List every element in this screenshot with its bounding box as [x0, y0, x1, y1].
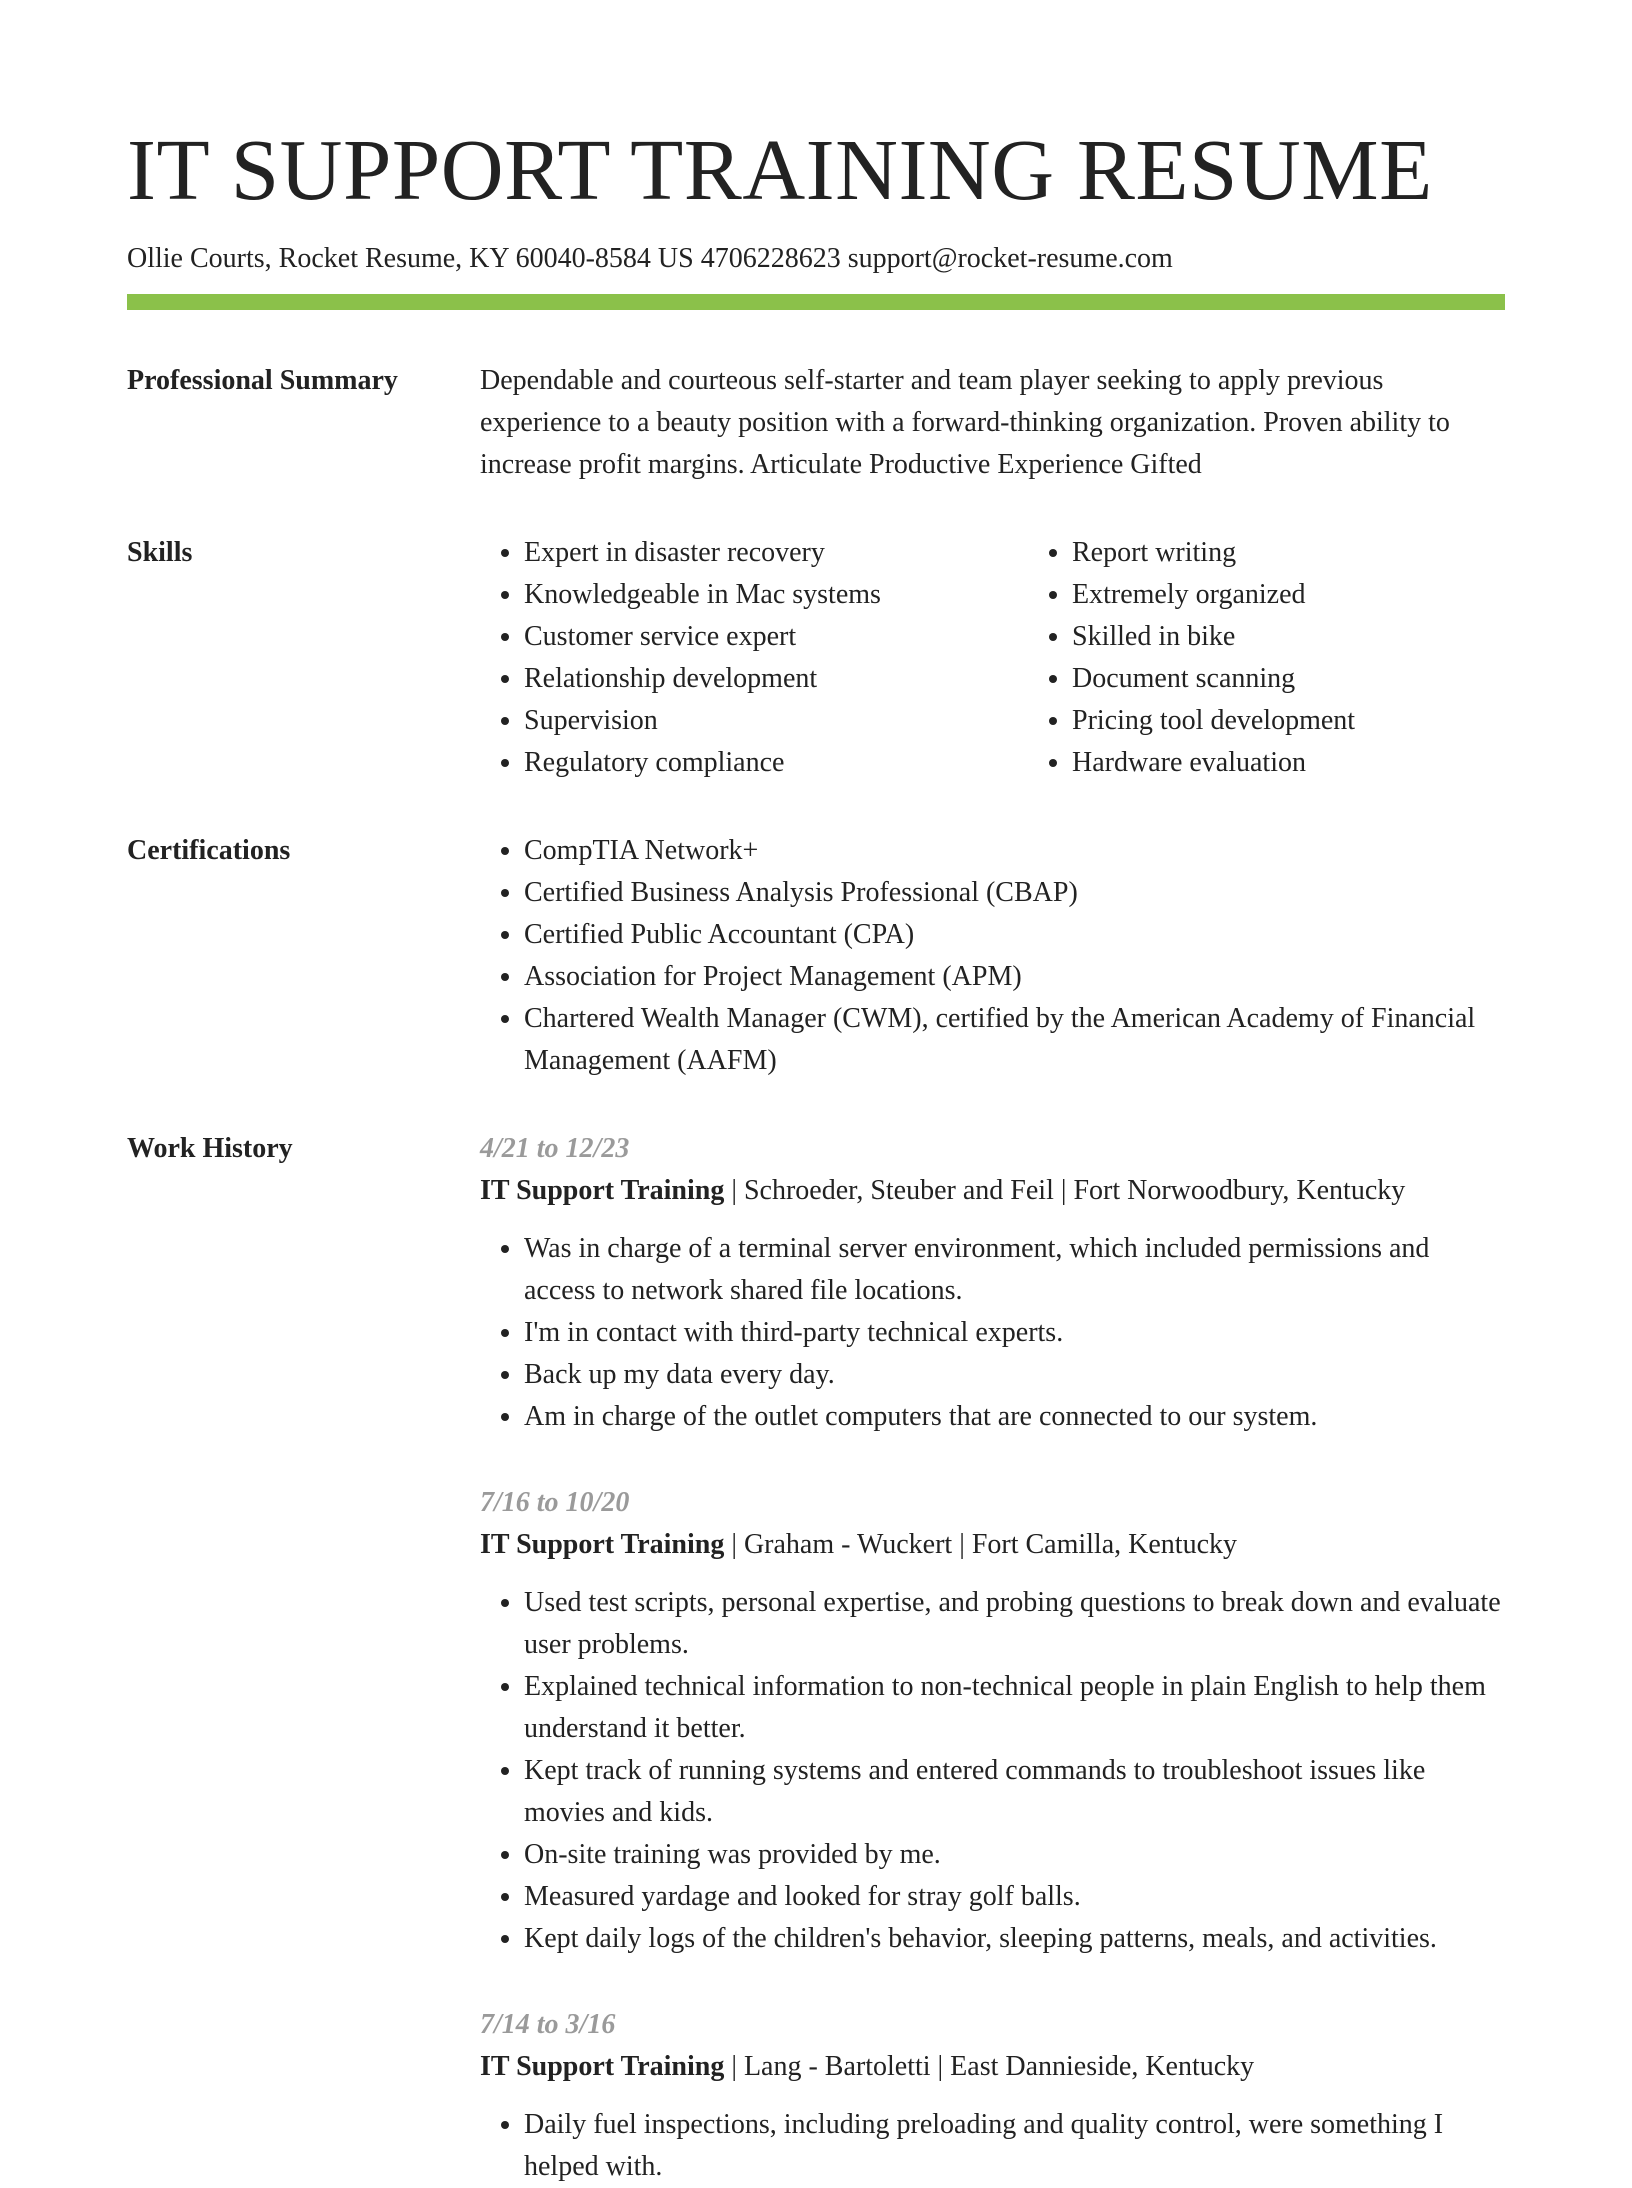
skill-item: • Skilled in bike: [1072, 616, 1576, 658]
job-bullet: • I'm in contact with third-party technical experts.: [524, 1312, 1505, 1354]
skill-item: • Hardware evaluation: [1072, 742, 1576, 784]
skill-item: • Customer service expert: [524, 616, 1028, 658]
job-bullet: • Measured yardage and looked for stray golf balls.: [524, 1876, 1505, 1918]
section-label-certifications: Certifications: [127, 835, 291, 866]
job-entry: [480, 1128, 1505, 1438]
skill-item: • Knowledgeable in Mac systems: [524, 574, 1028, 616]
skill-item: • Relationship development: [524, 658, 1028, 700]
job-entry: [480, 2004, 1505, 2188]
skills-list-right: [1028, 532, 1576, 784]
job-bullets: [480, 1582, 1505, 1960]
job-title: IT Support Training: [480, 1529, 725, 1560]
skill-item: • Supervision: [524, 700, 1028, 742]
certification-item: • CompTIA Network+: [524, 830, 1505, 872]
job-details: | Graham - Wuckert | Fort Camilla, Kentucky: [724, 1529, 1237, 1560]
job-details: | Schroeder, Steuber and Feil | Fort Norwoodbury, Kentucky: [724, 1175, 1406, 1206]
summary-text: Dependable and courteous self-starter and team player seeking to apply previous experience to a beauty position with a forward-thinking organization. Proven ability to increase profit margins. Articulate Productive Experience Gifted: [480, 365, 1450, 480]
section-professional-summary: [127, 360, 1505, 486]
skills-list-left: [480, 532, 1028, 784]
job-heading: [480, 1170, 1505, 1212]
job-heading: [480, 1524, 1505, 1566]
job-dates: 7/14 to 3/16: [480, 2009, 616, 2040]
certification-item: • Certified Public Accountant (CPA): [524, 914, 1505, 956]
skill-item: • Regulatory compliance: [524, 742, 1028, 784]
skill-item: • Pricing tool development: [1072, 700, 1576, 742]
section-label-work-history: Work History: [127, 1133, 293, 1164]
skill-item: • Report writing: [1072, 532, 1576, 574]
skill-item: • Extremely organized: [1072, 574, 1576, 616]
certification-item: • Association for Project Management (APM): [524, 956, 1505, 998]
section-label-summary: Professional Summary: [127, 365, 398, 396]
job-dates: 7/16 to 10/20: [480, 1487, 630, 1518]
section-skills: [127, 532, 1505, 784]
job-bullet: • Kept track of running systems and entered commands to troubleshoot issues like movies and kids.: [524, 1750, 1505, 1834]
job-bullet: • Explained technical information to non-technical people in plain English to help them understand it better.: [524, 1666, 1505, 1750]
skill-item: • Expert in disaster recovery: [524, 532, 1028, 574]
skill-item: • Document scanning: [1072, 658, 1576, 700]
job-title: IT Support Training: [480, 2051, 725, 2082]
accent-divider: [127, 294, 1505, 310]
job-bullets: [480, 1228, 1505, 1438]
job-bullet: • Was in charge of a terminal server environment, which included permissions and access to network shared file locations.: [524, 1228, 1505, 1312]
resume-title: IT SUPPORT TRAINING RESUME: [127, 121, 1433, 218]
certifications-list: [480, 830, 1505, 1082]
contact-line: Ollie Courts, Rocket Resume, KY 60040-8584 US 4706228623 support@rocket-resume.com: [127, 243, 1173, 274]
job-heading: [480, 2046, 1505, 2088]
job-bullet: • On-site training was provided by me.: [524, 1834, 1505, 1876]
resume-page: [127, 0, 1505, 2188]
job-details: | Lang - Bartoletti | East Dannieside, Kentucky: [724, 2051, 1255, 2082]
job-bullet: • Used test scripts, personal expertise, and probing questions to break down and evaluate user problems.: [524, 1582, 1505, 1666]
section-certifications: [127, 830, 1505, 1082]
job-bullet: • Kept daily logs of the children's behavior, sleeping patterns, meals, and activities.: [524, 1918, 1505, 1960]
job-bullet: • Am in charge of the outlet computers that are connected to our system.: [524, 1396, 1505, 1438]
job-bullets: [480, 2104, 1505, 2188]
section-label-skills: Skills: [127, 537, 193, 568]
section-work-history: [127, 1128, 1505, 2188]
job-entry: [480, 1482, 1505, 1960]
job-dates: 4/21 to 12/23: [480, 1133, 630, 1164]
certification-item: • Chartered Wealth Manager (CWM), certified by the American Academy of Financial Management (AAFM): [524, 998, 1505, 1082]
job-bullet: • Back up my data every day.: [524, 1354, 1505, 1396]
job-bullet: • Daily fuel inspections, including preloading and quality control, were something I helped with.: [524, 2104, 1505, 2188]
job-title: IT Support Training: [480, 1175, 725, 1206]
certification-item: • Certified Business Analysis Professional (CBAP): [524, 872, 1505, 914]
